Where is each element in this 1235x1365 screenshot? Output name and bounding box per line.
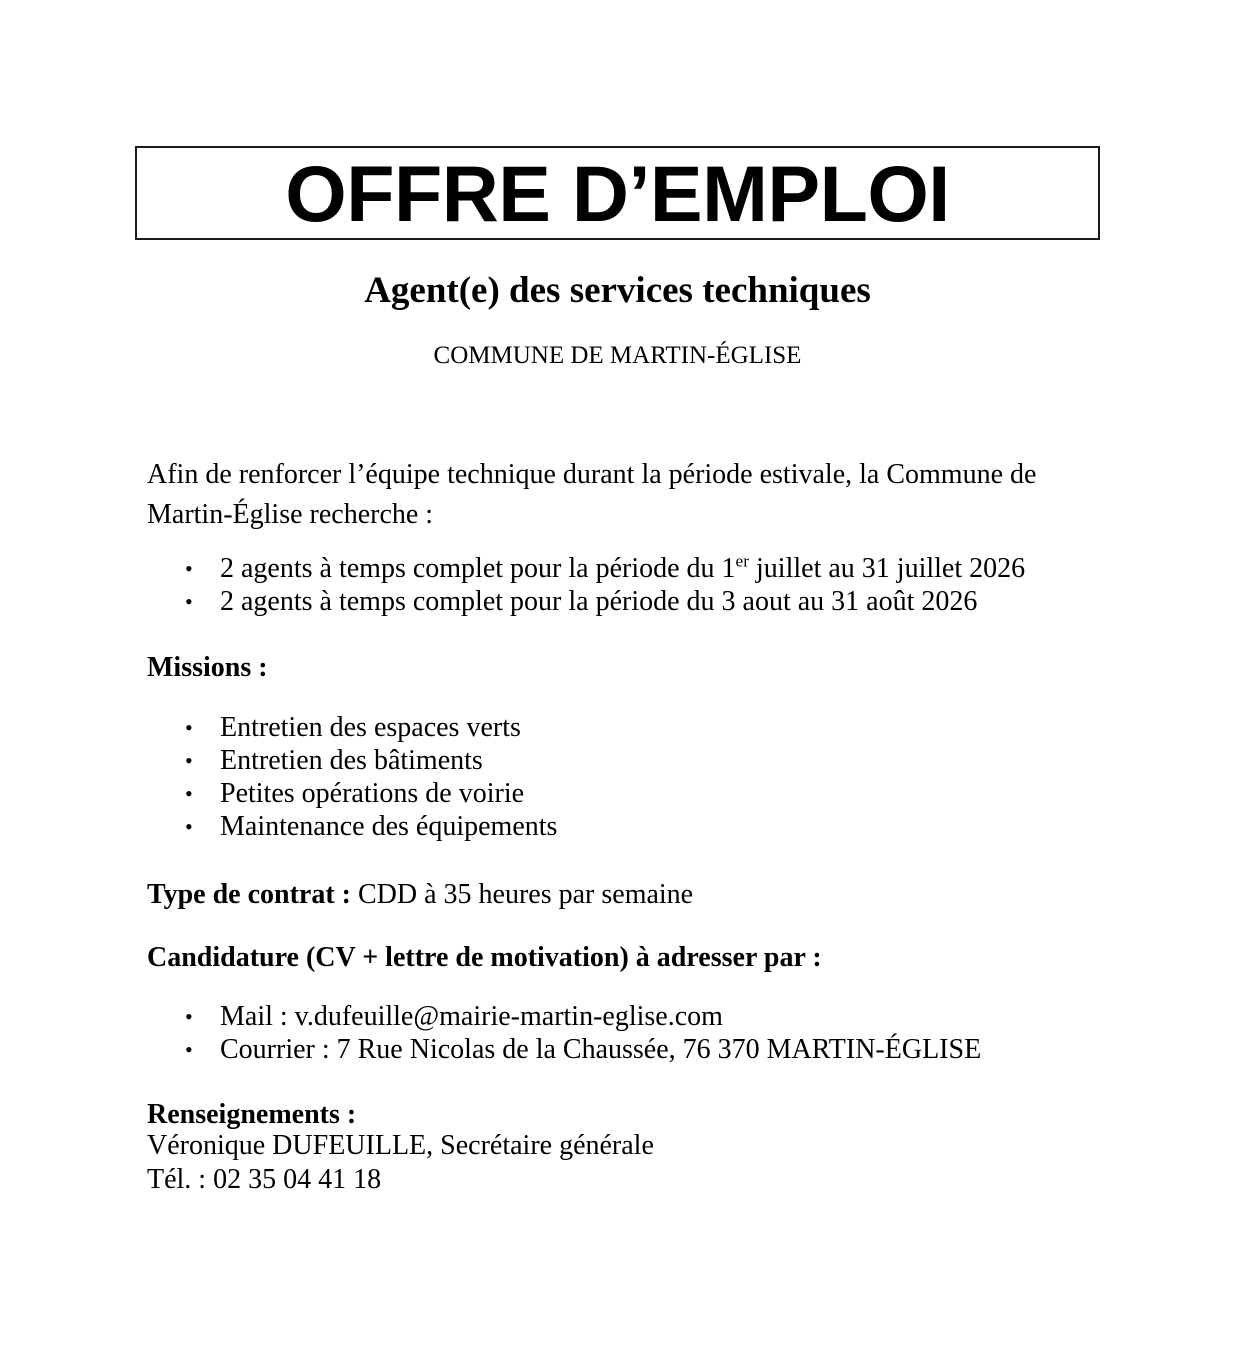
contact-person: Véronique DUFEUILLE, Secrétaire générale — [147, 1130, 654, 1161]
intro-paragraph: Afin de renforcer l’équipe technique durant la période estivale, la Commune de Martin-Église recherche : — [147, 459, 1037, 530]
missions-list — [147, 711, 1077, 843]
contract-block — [147, 875, 1077, 915]
list-item — [147, 552, 1077, 585]
list-item-postal: • Courrier : 7 Rue Nicolas de la Chaussée, 76 370 MARTIN-ÉGLISE — [147, 1033, 1077, 1066]
missions-heading: Missions : — [147, 652, 268, 683]
application-list — [147, 1000, 1077, 1066]
application-heading: Candidature (CV + lettre de motivation) à adresser par : — [147, 942, 822, 973]
ordinal-suffix: er — [735, 551, 750, 571]
organization-name: COMMUNE DE MARTIN-ÉGLISE — [433, 342, 802, 369]
application-block — [147, 1000, 1077, 1066]
missions-heading-block — [147, 648, 1077, 688]
intro-block — [147, 455, 1077, 535]
position-text: 2 agents à temps complet pour la période du 1 — [220, 553, 736, 584]
contact-phone: Tél. : 02 35 04 41 18 — [147, 1164, 382, 1195]
job-title: Agent(e) des services techniques — [364, 270, 871, 311]
list-item: • Petites opérations de voirie — [147, 777, 1077, 810]
position-text: 2 agents à temps complet pour la période du 3 aout au 31 août 2026 — [220, 586, 978, 617]
page-title: OFFRE D’EMPLOI — [285, 148, 950, 238]
positions-block — [147, 552, 1077, 618]
information-block — [147, 1129, 1077, 1197]
title-banner-box — [135, 146, 1100, 240]
list-item-mail[interactable]: • Mail : v.dufeuille@mairie-martin-eglise.com — [147, 1000, 1077, 1033]
missions-block — [147, 711, 1077, 843]
list-item — [147, 585, 1077, 618]
application-heading-block — [147, 938, 1077, 978]
list-item: • Entretien des bâtiments — [147, 744, 1077, 777]
list-item: • Entretien des espaces verts — [147, 711, 1077, 744]
information-heading: Renseignements : — [147, 1099, 357, 1130]
positions-list — [147, 552, 1077, 618]
contract-line — [147, 875, 1077, 915]
contract-label: Type de contrat : — [147, 879, 351, 910]
position-text-cont: juillet au 31 juillet 2026 — [749, 553, 1026, 584]
contract-value: CDD à 35 heures par semaine — [351, 879, 694, 910]
list-item: • Maintenance des équipements — [147, 810, 1077, 843]
